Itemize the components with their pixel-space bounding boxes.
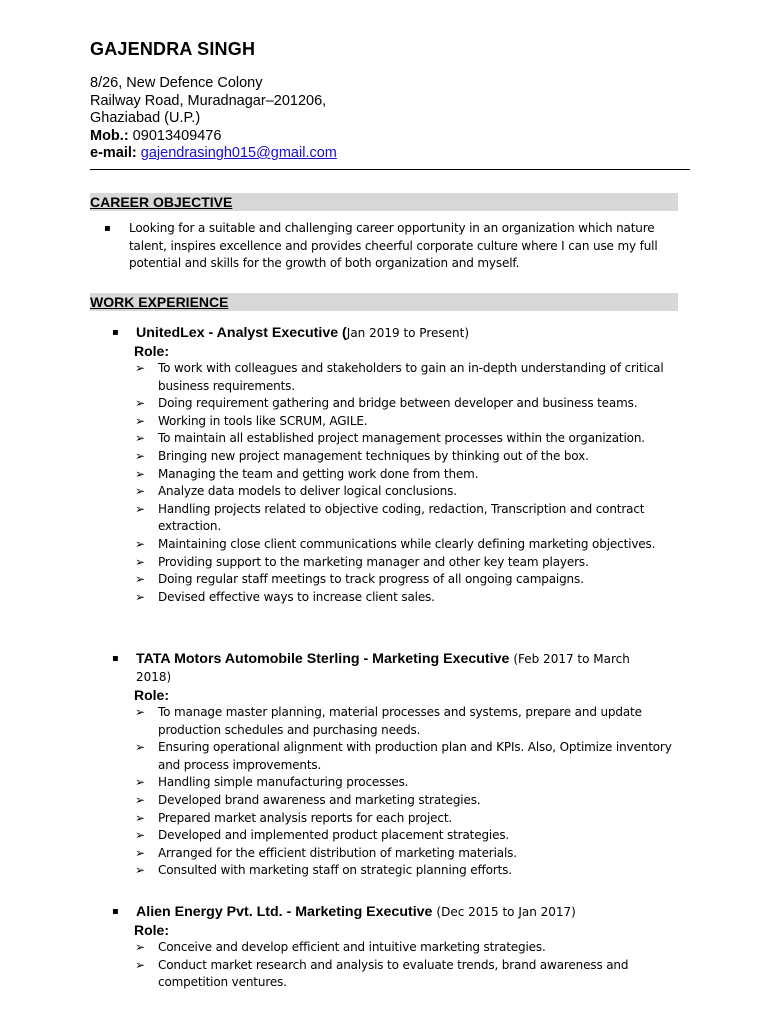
job-title bbox=[136, 324, 668, 342]
job-bullet: ▪ bbox=[112, 327, 119, 338]
duty-item bbox=[135, 792, 675, 810]
job-dates: (Feb 2017 to March 2018) bbox=[136, 652, 630, 684]
duty-item bbox=[135, 739, 675, 774]
arrow-bullet-icon: ➢ bbox=[135, 845, 145, 860]
duty-item bbox=[135, 360, 675, 395]
duty-text: Doing regular staff meetings to track progress of all ongoing campaigns. bbox=[158, 572, 584, 587]
duty-text: Managing the team and getting work done from them. bbox=[158, 466, 479, 481]
duty-item bbox=[135, 845, 675, 863]
duty-item bbox=[135, 466, 675, 484]
job-entry-unitedlex bbox=[104, 324, 684, 606]
arrow-bullet-icon: ➢ bbox=[135, 448, 145, 463]
arrow-bullet-icon: ➢ bbox=[135, 413, 145, 428]
arrow-bullet-icon: ➢ bbox=[135, 589, 145, 604]
job-bullet: ▪ bbox=[112, 906, 119, 917]
duty-item bbox=[135, 704, 675, 739]
career-objective-heading bbox=[90, 193, 678, 211]
mobile-number: 09013409476 bbox=[128, 127, 222, 144]
duty-text: Conceive and develop efficient and intuitive marketing strategies. bbox=[158, 940, 546, 954]
email-label: e-mail: bbox=[90, 145, 137, 161]
arrow-bullet-icon: ➢ bbox=[135, 396, 145, 411]
job-dates: Jan 2019 to Present) bbox=[346, 326, 470, 340]
job-title-row bbox=[104, 903, 684, 921]
duty-text: Developed brand awareness and marketing strategies. bbox=[158, 792, 481, 807]
duty-text: Consulted with marketing staff on strategic planning efforts. bbox=[158, 863, 512, 878]
duty-text: Handling simple manufacturing processes. bbox=[158, 775, 409, 790]
arrow-bullet-icon: ➢ bbox=[135, 810, 145, 825]
duty-item bbox=[135, 862, 675, 880]
duty-item bbox=[135, 483, 675, 501]
role-label: Role: bbox=[134, 687, 169, 703]
arrow-bullet-icon: ➢ bbox=[135, 484, 145, 499]
duty-item bbox=[135, 827, 675, 845]
contact-block bbox=[90, 75, 337, 163]
duty-item bbox=[135, 501, 675, 536]
job-title bbox=[136, 903, 668, 921]
job-bullet: ▪ bbox=[112, 653, 119, 664]
career-objective bbox=[104, 220, 684, 273]
duty-text: Doing requirement gathering and bridge between developer and business teams. bbox=[158, 396, 638, 411]
duty-text: Prepared market analysis reports for each project. bbox=[158, 810, 453, 825]
role-label: Role: bbox=[134, 343, 169, 359]
objective-text: Looking for a suitable and challenging career opportunity in an organization which nature talent, inspires excellence and provides cheerful corporate culture where I can use my full potential and skills for the growth of both organization and myself. bbox=[129, 221, 658, 270]
arrow-bullet-icon: ➢ bbox=[135, 863, 145, 878]
duty-item bbox=[135, 448, 675, 466]
duty-text: Arranged for the efficient distribution of marketing materials. bbox=[158, 845, 517, 860]
arrow-bullet-icon: ➢ bbox=[135, 501, 145, 516]
arrow-bullet-icon: ➢ bbox=[135, 957, 145, 972]
duty-item bbox=[135, 957, 675, 992]
arrow-bullet-icon: ➢ bbox=[135, 940, 145, 954]
duty-text: Providing support to the marketing manager and other key team players. bbox=[158, 554, 589, 569]
duty-item bbox=[135, 589, 675, 607]
duty-text: Conduct market research and analysis to evaluate trends, brand awareness and competition ventures. bbox=[158, 957, 629, 990]
email-line bbox=[90, 145, 337, 163]
duty-item bbox=[135, 413, 675, 431]
mobile-label: Mob.: bbox=[90, 127, 129, 144]
duty-text: Maintaining close client communications while clearly defining marketing objectives. bbox=[158, 536, 656, 551]
duty-text: Working in tools like SCRUM, AGILE. bbox=[158, 413, 368, 428]
arrow-bullet-icon: ➢ bbox=[135, 705, 145, 719]
duty-item bbox=[135, 395, 675, 413]
duty-text: Analyze data models to deliver logical conclusions. bbox=[158, 484, 457, 499]
arrow-bullet-icon: ➢ bbox=[135, 792, 145, 807]
duties-list bbox=[135, 360, 675, 606]
mobile-line bbox=[90, 128, 337, 146]
arrow-bullet-icon: ➢ bbox=[135, 740, 145, 755]
arrow-bullet-icon: ➢ bbox=[135, 431, 145, 446]
job-title-text: Alien Energy Pvt. Ltd. - Marketing Executive bbox=[136, 904, 437, 920]
duty-item bbox=[135, 554, 675, 572]
duties-list bbox=[135, 939, 675, 992]
duty-item bbox=[135, 571, 675, 589]
duty-text: Ensuring operational alignment with production plan and KPIs. Also, Optimize inventory and process improvements. bbox=[158, 740, 672, 772]
duty-text: Handling projects related to objective coding, redaction, Transcription and contract extraction. bbox=[158, 501, 645, 534]
candidate-name: GAJENDRA SINGH bbox=[90, 39, 256, 59]
header-divider bbox=[90, 169, 690, 170]
duty-text: Devised effective ways to increase client sales. bbox=[158, 589, 435, 604]
duties-list bbox=[135, 704, 675, 880]
duty-item bbox=[135, 939, 675, 957]
duty-item bbox=[135, 810, 675, 828]
work-experience-heading bbox=[90, 293, 678, 311]
duty-text: To maintain all established project management processes within the organization. bbox=[158, 431, 645, 446]
role-label: Role: bbox=[134, 922, 169, 938]
address-line-3: Ghaziabad (U.P.) bbox=[90, 110, 201, 126]
objective-bullet: ▪ bbox=[104, 223, 111, 234]
arrow-bullet-icon: ➢ bbox=[135, 466, 145, 481]
job-title-row bbox=[104, 650, 684, 686]
duty-text: Bringing new project management techniques by thinking out of the box. bbox=[158, 448, 589, 463]
arrow-bullet-icon: ➢ bbox=[135, 361, 145, 375]
arrow-bullet-icon: ➢ bbox=[135, 536, 145, 551]
address-line-1: 8/26, New Defence Colony bbox=[90, 75, 263, 91]
address-line-2: Railway Road, Muradnagar–201206, bbox=[90, 92, 327, 109]
job-title-text: UnitedLex - Analyst Executive ( bbox=[136, 325, 347, 341]
career-objective-heading-text: CAREER OBJECTIVE bbox=[90, 194, 233, 210]
job-entry-alien-energy bbox=[104, 903, 684, 992]
duty-item bbox=[135, 430, 675, 448]
duty-item bbox=[135, 774, 675, 792]
arrow-bullet-icon: ➢ bbox=[135, 828, 145, 843]
duty-item bbox=[135, 536, 675, 554]
job-entry-tata-motors bbox=[104, 650, 684, 880]
duty-text: To manage master planning, material processes and systems, prepare and update production schedules and purchasing needs. bbox=[158, 705, 642, 737]
arrow-bullet-icon: ➢ bbox=[135, 775, 145, 790]
arrow-bullet-icon: ➢ bbox=[135, 554, 145, 569]
job-title bbox=[136, 650, 668, 686]
job-title-row bbox=[104, 324, 684, 342]
email-link[interactable]: gajendrasingh015@gmail.com bbox=[140, 145, 337, 161]
work-experience-heading-text: WORK EXPERIENCE bbox=[90, 294, 229, 310]
arrow-bullet-icon: ➢ bbox=[135, 572, 145, 587]
duty-text: Developed and implemented product placement strategies. bbox=[158, 828, 510, 843]
job-dates: (Dec 2015 to Jan 2017) bbox=[436, 905, 576, 919]
duty-text: To work with colleagues and stakeholders to gain an in-depth understanding of critical business requirements. bbox=[158, 361, 664, 393]
job-title-text: TATA Motors Automobile Sterling - Marketing Executive bbox=[136, 651, 514, 667]
